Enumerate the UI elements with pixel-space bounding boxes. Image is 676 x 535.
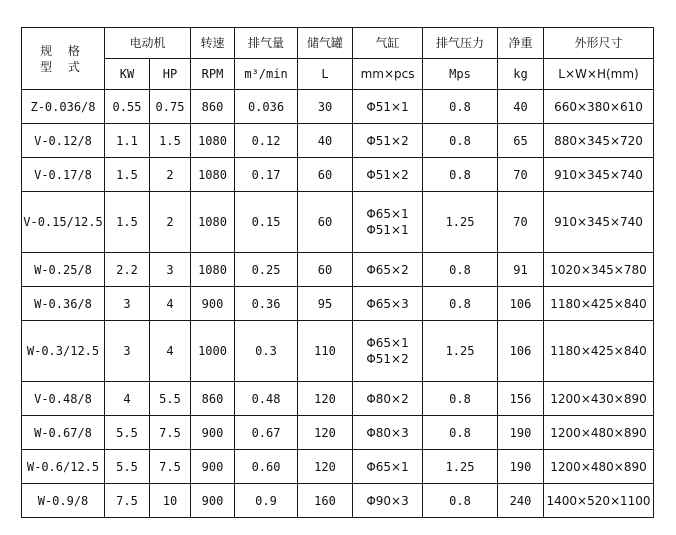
weight-cell: 40 <box>498 90 544 124</box>
hp-cell: 7.5 <box>150 416 191 450</box>
cylinder-spec: Φ51×2 <box>366 352 409 366</box>
dimensions-cell: 1180×425×840 <box>544 321 654 382</box>
model-cell: W-0.3/12.5 <box>22 321 105 382</box>
tank-cell: 60 <box>298 253 353 287</box>
weight-header: 净重 <box>498 28 544 59</box>
rpm-cell: 860 <box>191 90 235 124</box>
tank-cell: 120 <box>298 450 353 484</box>
rpm-cell: 900 <box>191 287 235 321</box>
pressure-cell: 1.25 <box>423 321 498 382</box>
model-cell: W-0.67/8 <box>22 416 105 450</box>
rpm-cell: 1080 <box>191 253 235 287</box>
hp-cell: 3 <box>150 253 191 287</box>
model-cell: V-0.48/8 <box>22 382 105 416</box>
weight-cell: 106 <box>498 321 544 382</box>
dimensions-cell: 1200×480×890 <box>544 450 654 484</box>
displacement-cell: 0.9 <box>235 484 298 518</box>
dimensions-cell: 910×345×740 <box>544 158 654 192</box>
model-cell: W-0.25/8 <box>22 253 105 287</box>
table-row <box>22 124 654 158</box>
displacement-cell: 0.60 <box>235 450 298 484</box>
hp-cell: 10 <box>150 484 191 518</box>
cylinder-cell <box>353 90 423 124</box>
weight-cell: 65 <box>498 124 544 158</box>
tank-cell: 110 <box>298 321 353 382</box>
pressure-cell: 1.25 <box>423 192 498 253</box>
header-row <box>22 28 654 59</box>
kw-cell: 5.5 <box>105 450 150 484</box>
dimensions-cell: 1400×520×1100 <box>544 484 654 518</box>
rpm-cell: 900 <box>191 484 235 518</box>
weight-cell: 190 <box>498 450 544 484</box>
table-row <box>22 321 654 382</box>
unit-rpm: RPM <box>191 59 235 90</box>
cylinder-spec: Φ51×2 <box>366 167 409 182</box>
hp-cell: 2 <box>150 192 191 253</box>
displacement-cell: 0.17 <box>235 158 298 192</box>
speed-header: 转速 <box>191 28 235 59</box>
table-row <box>22 287 654 321</box>
spec-model-header <box>22 28 105 90</box>
displacement-cell: 0.48 <box>235 382 298 416</box>
cylinder-cell <box>353 158 423 192</box>
unit-pressure: Mps <box>423 59 498 90</box>
displacement-cell: 0.15 <box>235 192 298 253</box>
dimensions-cell: 1020×345×780 <box>544 253 654 287</box>
dimensions-cell: 1200×480×890 <box>544 416 654 450</box>
cylinder-cell <box>353 450 423 484</box>
tank-cell: 120 <box>298 382 353 416</box>
cylinder-spec: Φ51×1 <box>366 99 409 114</box>
cylinder-spec: Φ65×1 <box>366 336 409 350</box>
kw-cell: 1.1 <box>105 124 150 158</box>
hp-cell: 1.5 <box>150 124 191 158</box>
cylinder-spec: Φ65×2 <box>366 262 409 277</box>
table-row <box>22 450 654 484</box>
spec-header-line2: 型 式 <box>40 59 86 74</box>
unit-weight: kg <box>498 59 544 90</box>
table-row <box>22 158 654 192</box>
model-cell: V-0.17/8 <box>22 158 105 192</box>
tank-cell: 60 <box>298 192 353 253</box>
pressure-cell: 0.8 <box>423 158 498 192</box>
model-cell: Z-0.036/8 <box>22 90 105 124</box>
displacement-cell: 0.12 <box>235 124 298 158</box>
kw-cell: 7.5 <box>105 484 150 518</box>
cylinder-spec: Φ80×3 <box>366 425 409 440</box>
kw-cell: 0.55 <box>105 90 150 124</box>
cylinder-cell <box>353 416 423 450</box>
motor-header: 电动机 <box>105 28 191 59</box>
cylinder-cell <box>353 192 423 253</box>
cylinder-cell <box>353 484 423 518</box>
rpm-cell: 900 <box>191 450 235 484</box>
rpm-cell: 1080 <box>191 158 235 192</box>
kw-cell: 2.2 <box>105 253 150 287</box>
weight-cell: 91 <box>498 253 544 287</box>
cylinder-cell <box>353 253 423 287</box>
hp-cell: 5.5 <box>150 382 191 416</box>
pressure-cell: 0.8 <box>423 416 498 450</box>
cylinder-spec: Φ51×1 <box>366 223 409 237</box>
displacement-cell: 0.036 <box>235 90 298 124</box>
pressure-cell: 0.8 <box>423 382 498 416</box>
cylinder-cell <box>353 287 423 321</box>
table-row <box>22 382 654 416</box>
table-row <box>22 192 654 253</box>
unit-cylinder: mm×pcs <box>353 59 423 90</box>
hp-cell: 4 <box>150 321 191 382</box>
table-row <box>22 484 654 518</box>
cylinder-spec: Φ65×1 <box>366 459 409 474</box>
pressure-cell: 1.25 <box>423 450 498 484</box>
pressure-cell: 0.8 <box>423 287 498 321</box>
weight-cell: 190 <box>498 416 544 450</box>
cylinder-spec: Φ65×1 <box>366 207 409 221</box>
model-cell: W-0.36/8 <box>22 287 105 321</box>
pressure-cell: 0.8 <box>423 484 498 518</box>
cylinder-cell <box>353 382 423 416</box>
table-row <box>22 90 654 124</box>
cylinder-spec: Φ80×2 <box>366 391 409 406</box>
dimensions-cell: 660×380×610 <box>544 90 654 124</box>
dimensions-cell: 1180×425×840 <box>544 287 654 321</box>
pressure-cell: 0.8 <box>423 124 498 158</box>
displacement-cell: 0.67 <box>235 416 298 450</box>
compressor-spec-table <box>21 27 654 518</box>
spec-header-line1: 规 格 <box>40 43 86 58</box>
kw-cell: 3 <box>105 287 150 321</box>
rpm-cell: 860 <box>191 382 235 416</box>
kw-cell: 5.5 <box>105 416 150 450</box>
hp-cell: 2 <box>150 158 191 192</box>
weight-cell: 70 <box>498 158 544 192</box>
unit-dimensions: L×W×H(mm) <box>544 59 654 90</box>
unit-displacement: m³/min <box>235 59 298 90</box>
tank-cell: 40 <box>298 124 353 158</box>
cylinder-spec: Φ51×2 <box>366 133 409 148</box>
rpm-cell: 900 <box>191 416 235 450</box>
cylinder-cell <box>353 124 423 158</box>
rpm-cell: 1080 <box>191 124 235 158</box>
model-cell: V-0.15/12.5 <box>22 192 105 253</box>
table-row <box>22 253 654 287</box>
kw-cell: 1.5 <box>105 158 150 192</box>
rpm-cell: 1080 <box>191 192 235 253</box>
hp-cell: 4 <box>150 287 191 321</box>
displacement-header: 排气量 <box>235 28 298 59</box>
model-cell: V-0.12/8 <box>22 124 105 158</box>
weight-cell: 70 <box>498 192 544 253</box>
hp-cell: 7.5 <box>150 450 191 484</box>
unit-tank: L <box>298 59 353 90</box>
displacement-cell: 0.36 <box>235 287 298 321</box>
tank-header: 储气罐 <box>298 28 353 59</box>
dimensions-header: 外形尺寸 <box>544 28 654 59</box>
kw-cell: 1.5 <box>105 192 150 253</box>
pressure-cell: 0.8 <box>423 90 498 124</box>
model-cell: W-0.6/12.5 <box>22 450 105 484</box>
kw-cell: 3 <box>105 321 150 382</box>
cylinder-spec: Φ90×3 <box>366 493 409 508</box>
dimensions-cell: 910×345×740 <box>544 192 654 253</box>
unit-hp: HP <box>150 59 191 90</box>
rpm-cell: 1000 <box>191 321 235 382</box>
tank-cell: 95 <box>298 287 353 321</box>
dimensions-cell: 1200×430×890 <box>544 382 654 416</box>
cylinder-cell <box>353 321 423 382</box>
dimensions-cell: 880×345×720 <box>544 124 654 158</box>
unit-kw: KW <box>105 59 150 90</box>
unit-row <box>22 59 654 90</box>
tank-cell: 160 <box>298 484 353 518</box>
tank-cell: 120 <box>298 416 353 450</box>
weight-cell: 156 <box>498 382 544 416</box>
displacement-cell: 0.25 <box>235 253 298 287</box>
pressure-cell: 0.8 <box>423 253 498 287</box>
table-row <box>22 416 654 450</box>
cylinder-spec: Φ65×3 <box>366 296 409 311</box>
tank-cell: 30 <box>298 90 353 124</box>
cylinder-header: 气缸 <box>353 28 423 59</box>
kw-cell: 4 <box>105 382 150 416</box>
tank-cell: 60 <box>298 158 353 192</box>
hp-cell: 0.75 <box>150 90 191 124</box>
weight-cell: 240 <box>498 484 544 518</box>
model-cell: W-0.9/8 <box>22 484 105 518</box>
weight-cell: 106 <box>498 287 544 321</box>
displacement-cell: 0.3 <box>235 321 298 382</box>
pressure-header: 排气压力 <box>423 28 498 59</box>
